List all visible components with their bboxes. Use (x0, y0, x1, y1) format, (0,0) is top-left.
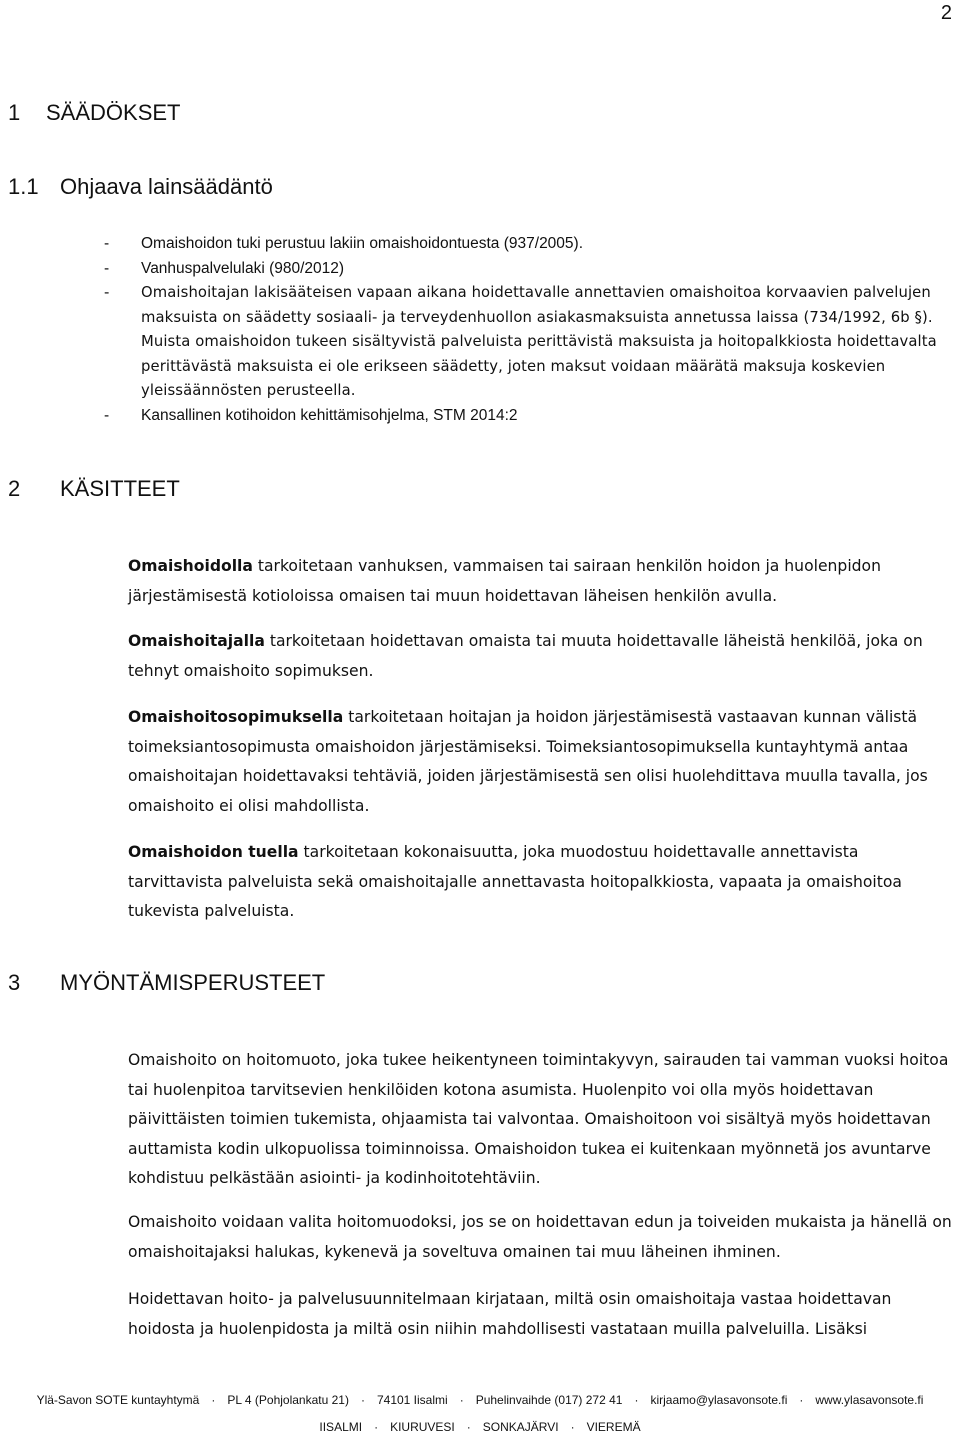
footer-separator: · (570, 1420, 575, 1434)
definition-paragraph (128, 552, 952, 611)
footer-town: VIEREMÄ (586, 1420, 641, 1434)
definition-paragraph (128, 838, 952, 927)
law-item: - Kansallinen kotihoidon kehittämisohjelma, STM 2014:2 (104, 404, 960, 429)
footer-org: Ylä-Savon SOTE kuntayhtymä (36, 1393, 200, 1407)
footer-postal: 74101 Iisalmi (376, 1393, 448, 1407)
footer-separator: · (360, 1393, 365, 1407)
law-item: - Omaishoidon tuki perustuu lakiin omaishoidontuesta (937/2005). (104, 232, 960, 257)
section-heading-ohjaava-lainsaadanto (8, 174, 273, 200)
footer-separator: · (211, 1393, 216, 1407)
section-number: 3 (8, 970, 21, 995)
footer-town: KIURUVESI (390, 1420, 455, 1434)
footer-web: www.ylasavonsote.fi (815, 1393, 924, 1407)
definition-text: tarkoitetaan kokonaisuutta, joka muodostuu hoidettavalle annettavista tarvittavista palveluista sekä omaishoitajalle annettavasta hoitopalkkiosta, vapaata ja omaishoitoa tukevista palveluista. (128, 843, 902, 920)
page-number: 2 (940, 2, 952, 24)
section-number: 2 (8, 476, 21, 501)
definition-term: Omaishoitosopimuksella (128, 708, 344, 726)
footer-contact (0, 1393, 960, 1407)
section-heading-myontamisperusteet (8, 970, 325, 996)
definition-text: tarkoitetaan vanhuksen, vammaisen tai sairaan henkilön hoidon ja huolenpidon järjestämisestä kotioloissa omaisen tai muun hoidettavan läheisen henkilön avulla. (128, 557, 881, 605)
footer-phone: Puhelinvaihde (017) 272 41 (475, 1393, 623, 1407)
law-list (104, 232, 960, 428)
footer-separator: · (459, 1393, 464, 1407)
section-heading-saadokset (8, 100, 180, 126)
definition-text: tarkoitetaan hoitajan ja hoidon järjestämisestä vastaavan kunnan välistä toimeksiantosopimusta omaishoidon järjestämiseksi. Toimeksiantosopimuksella kuntayhtymä antaa omaishoitajan hoidettavaksi tehtäviä, joiden järjestämisestä sen olisi huolehdittava muulla tavalla, jos omaishoito ei olisi mahdollista. (128, 708, 928, 815)
section-title: SÄÄDÖKSET (46, 100, 181, 125)
criteria-paragraph: Omaishoito voidaan valita hoitomuodoksi, jos se on hoidettavan edun ja toiveiden mukaista ja hänellä on omaishoitajaksi halukas, kykenevä ja soveltuva omainen tai muu läheinen ihminen. (128, 1213, 952, 1261)
section-number: 1 (8, 100, 21, 125)
footer-towns (0, 1420, 960, 1434)
law-item: - Vanhuspalvelulaki (980/2012) (104, 257, 960, 282)
definition-paragraph (128, 627, 952, 686)
criteria-paragraph: Hoidettavan hoito- ja palvelusuunnitelmaan kirjataan, miltä osin omaishoitaja vastaa hoidettavan hoidosta ja huolenpidosta ja miltä osin niihin mahdollisesti vastataan muilla palveluilla. Lisäksi (128, 1290, 892, 1338)
section-title: MYÖNTÄMISPERUSTEET (60, 970, 326, 995)
section-number: 1.1 (8, 174, 39, 199)
footer-town: SONKAJÄRVI (482, 1420, 559, 1434)
footer-separator: · (634, 1393, 639, 1407)
footer-separator: · (466, 1420, 471, 1434)
definition-paragraph (128, 703, 952, 821)
footer-separator: · (374, 1420, 379, 1434)
definition-text: tarkoitetaan hoidettavan omaista tai muuta hoidettavalle läheistä henkilöä, joka on tehnyt omaishoito sopimuksen. (128, 632, 923, 680)
section-heading-kasitteet (8, 476, 180, 502)
definition-term: Omaishoidolla (128, 557, 253, 575)
footer-town: IISALMI (319, 1420, 363, 1434)
definition-term: Omaishoidon tuella (128, 843, 299, 861)
footer-separator: · (799, 1393, 804, 1407)
footer-address: PL 4 (Pohjolankatu 21) (227, 1393, 349, 1407)
criteria-paragraph: Omaishoito on hoitomuoto, joka tukee heikentyneen toimintakyvyn, sairauden tai vamman vuoksi hoitoa tai huolenpitoa tarvitsevien henkilöiden kotona asumista. Huolenpito voi olla myös hoidettavan päivittäisten toimien tukemista, ohjaamista tai valvontaa. Omaishoitoon voi sisältyä myös hoidettavan auttamista kodin ulkopuolissa toiminnoissa. Omaishoidon tukea ei kuitenkaan myönnetä jos avuntarve kohdistuu pelkästään asiointi- ja kodinhoitotehtäviin. (128, 1051, 949, 1187)
section-title: KÄSITTEET (60, 476, 180, 501)
footer-email: kirjaamo@ylasavonsote.fi (650, 1393, 788, 1407)
law-item: - Omaishoitajan lakisääteisen vapaan aikana hoidettavalle annettavien omaishoitoa korvaavien palvelujen maksuista on säädetty sosiaali- ja terveydenhuollon asiakasmaksuista annetussa laissa (734/1992, 6b §). Muista omaishoidon tukeen sisältyvistä palveluista perittävistä maksuista ja hoitopalkkiosta hoidettavalta perittävästä maksuista ei ole erikseen säädetty, joten maksut voidaan määrätä maksuja koskevien yleissäännösten perusteella. (104, 281, 960, 404)
section-title: Ohjaava lainsäädäntö (60, 174, 273, 199)
definition-term: Omaishoitajalla (128, 632, 265, 650)
